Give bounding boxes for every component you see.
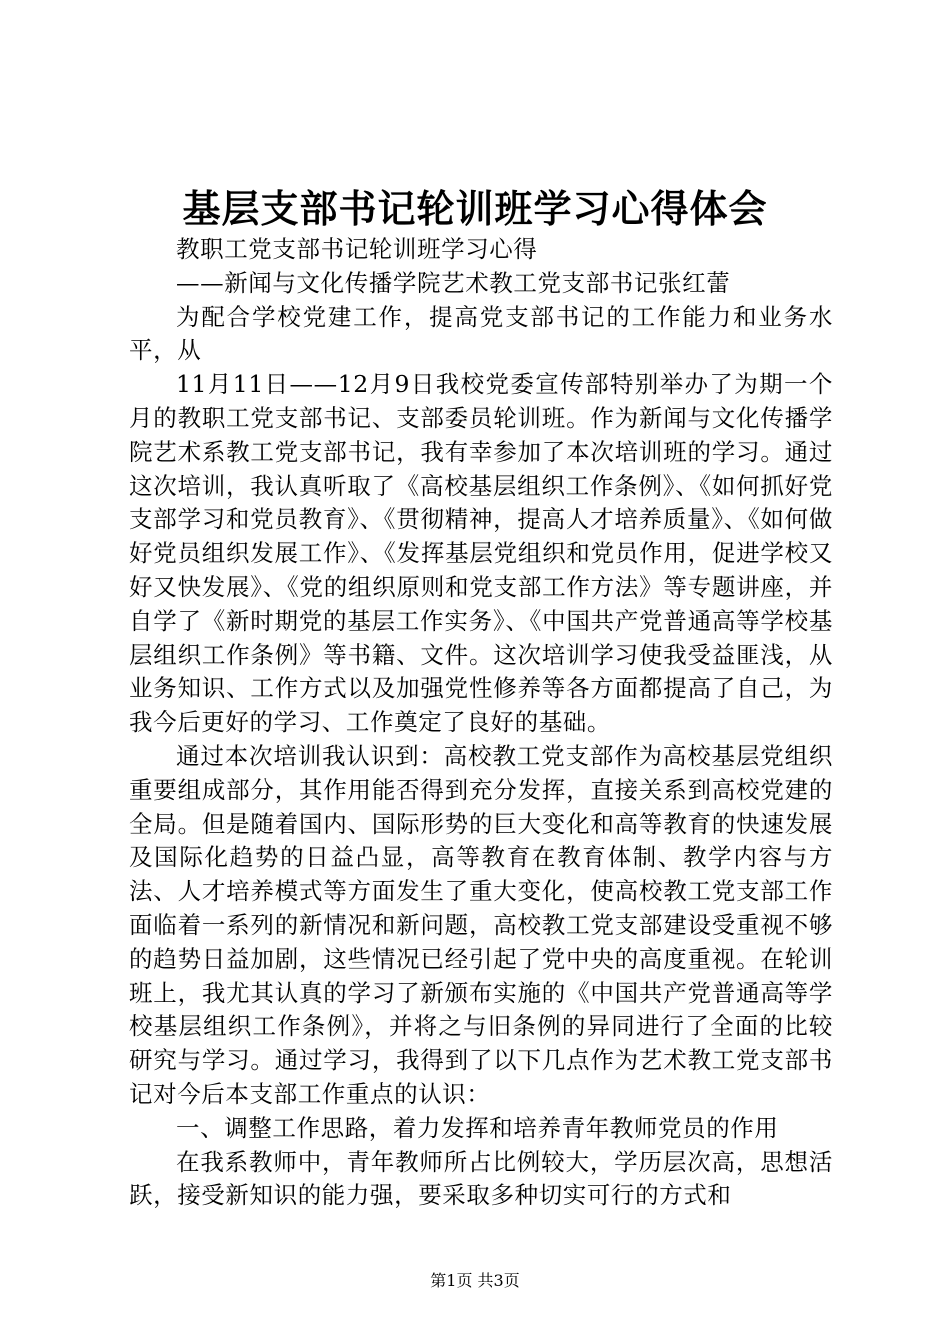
author-line: ——新闻与文化传播学院艺术教工党支部书记张红蕾 — [176, 268, 731, 297]
document-body — [129, 233, 833, 1213]
document-title: 基层支部书记轮训班学习心得体会 — [182, 186, 768, 231]
body-paragraph: 通过本次培训我认识到：高校教工党支部作为高校基层党组织重要组成部分，其作用能否得到充分发挥，直接关系到高校党建的全局。但是随着国内、国际形势的巨大变化和高等教育的快速发展及国际化趋势的日益凸显，高等教育在教育体制、教学内容与方法、人才培养模式等方面发生了重大变化，使高校教工党支部工作面临着一系列的新情况和新问题，高校教工党支部建设受重视不够的趋势日益加剧，这些情况已经引起了党中央的高度重视。在轮训班上，我尤其认真的学习了新颁布实施的《中国共产党普通高等学校基层组织工作条例》，并将之与旧条例的异同进行了全面的比较研究与学习。通过学习，我得到了以下几点作为艺术教工党支部书记对今后本支部工作重点的认识： — [129, 741, 833, 1108]
body-paragraph: 11月11日——12月9日我校党委宣传部特别举办了为期一个月的教职工党支部书记、支部委员轮训班。作为新闻与文化传播学院艺术系教工党支部书记，我有幸参加了本次培训班的学习。通过这次培训，我认真听取了《高校基层组织工作条例》、《如何抓好党支部学习和党员教育》、《贯彻精神，提高人才培养质量》、《如何做好党员组织发展工作》、《发挥基层党组织和党员作用，促进学校又好又快发展》、《党的组织原则和党支部工作方法》等专题讲座，并自学了《新时期党的基层工作实务》、《中国共产党普通高等学校基层组织工作条例》等书籍、文件。这次培训学习使我受益匪浅，从业务知识、工作方式以及加强党性修养等各方面都提高了自己，为我今后更好的学习、工作奠定了良好的基础。 — [129, 370, 833, 737]
subtitle-line: 教职工党支部书记轮训班学习心得 — [176, 235, 538, 263]
section-heading: 一、调整工作思路，着力发挥和培养青年教师党员的作用 — [176, 1113, 779, 1142]
page-number: 第1页 共3页 — [430, 1271, 520, 1290]
body-paragraph: 为配合学校党建工作，提高党支部书记的工作能力和业务水平，从 — [129, 302, 833, 365]
body-paragraph: 在我系教师中，青年教师所占比例较大，学历层次高，思想活跃，接受新知识的能力强，要采取多种切实可行的方式和 — [129, 1147, 833, 1210]
